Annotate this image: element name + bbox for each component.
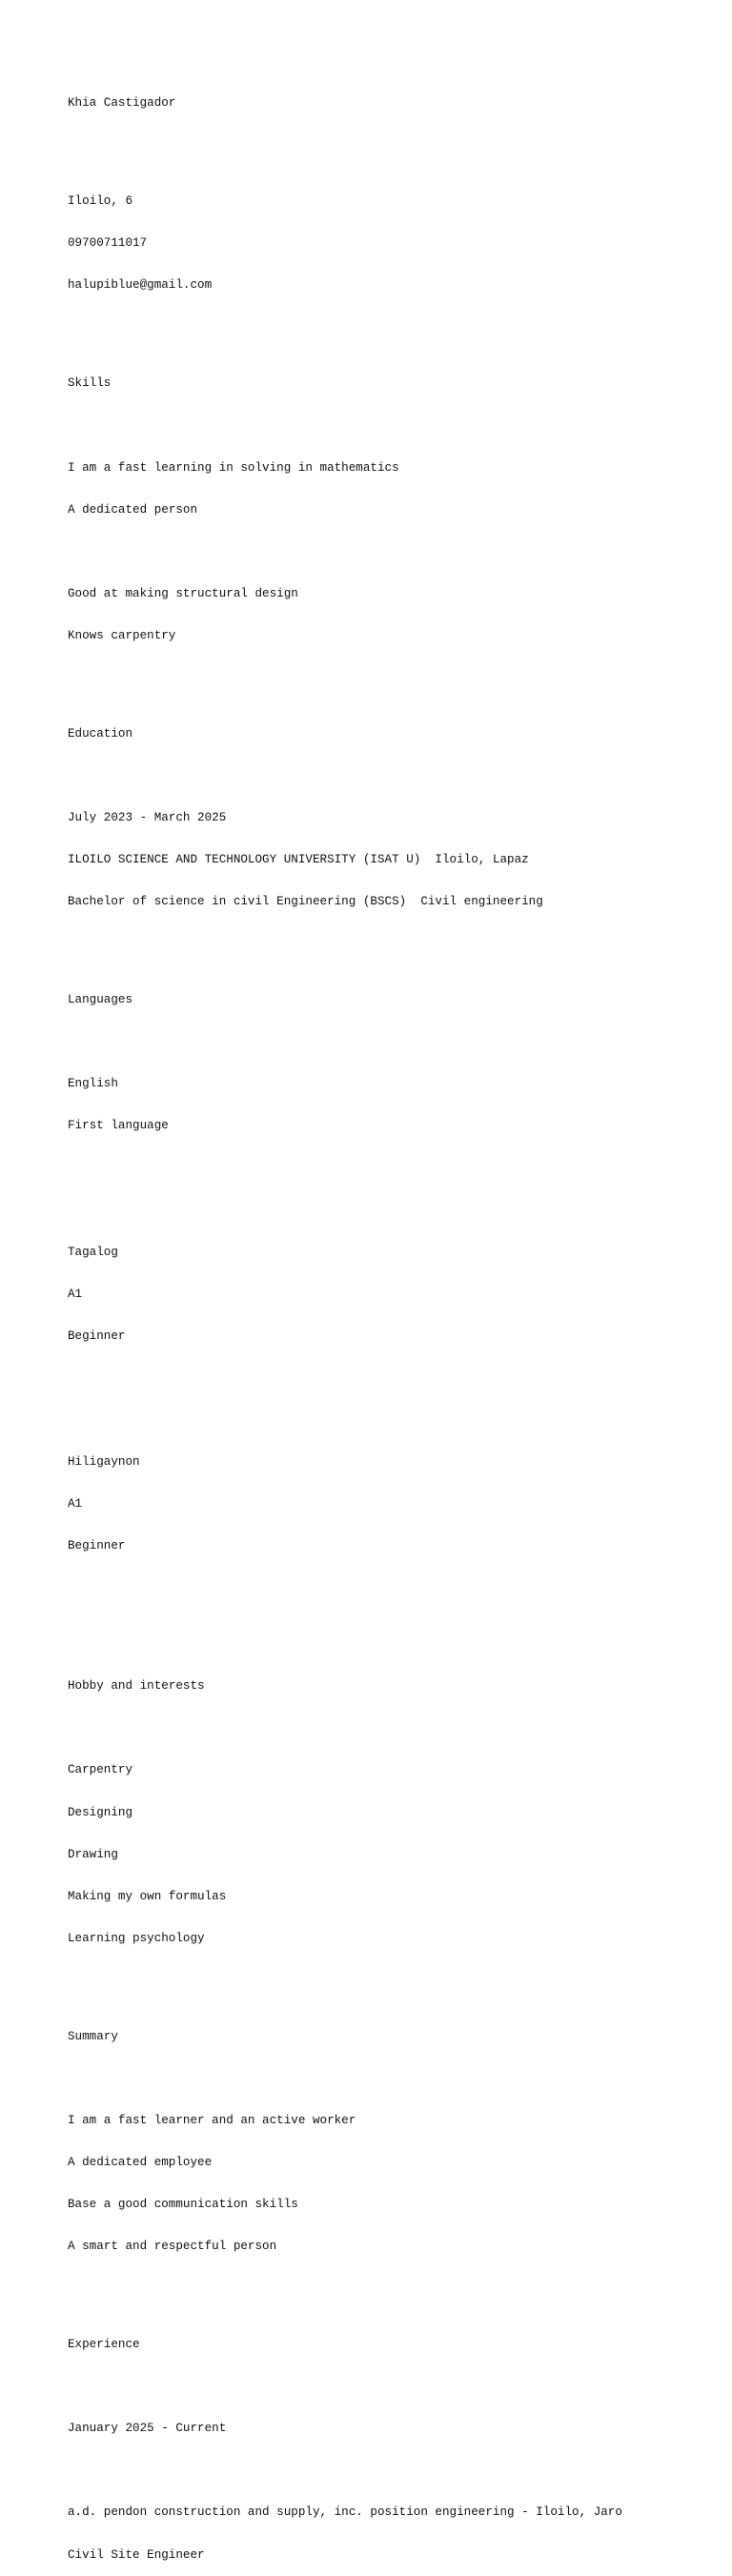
spacer bbox=[68, 1035, 716, 1049]
language-code: A1 bbox=[68, 1497, 83, 1511]
hobby-item: Designing bbox=[68, 1805, 133, 1819]
spacer bbox=[68, 1624, 716, 1638]
hobby-item: Learning psychology bbox=[68, 1931, 205, 1945]
education-degree: Bachelor of science in civil Engineering (BSCS) Civil engineering bbox=[68, 895, 543, 909]
spacer bbox=[68, 545, 716, 559]
languages-heading: Languages bbox=[68, 993, 133, 1007]
contact-address: Iloilo, 6 bbox=[68, 194, 133, 209]
skill-item: A dedicated person bbox=[68, 502, 198, 517]
spacer bbox=[68, 769, 716, 783]
language-level: First language bbox=[68, 1119, 169, 1133]
education-school: ILOILO SCIENCE AND TECHNOLOGY UNIVERSITY (ISAT U) Iloilo, Lapaz bbox=[68, 853, 529, 867]
spacer bbox=[68, 321, 716, 335]
skill-item: Good at making structural design bbox=[68, 586, 298, 600]
resume-name: Khia Castigador bbox=[68, 96, 176, 111]
spacer bbox=[68, 671, 716, 685]
spacer bbox=[68, 1581, 716, 1595]
hobby-item: Drawing bbox=[68, 1847, 118, 1861]
spacer bbox=[68, 1721, 716, 1735]
spacer bbox=[68, 139, 716, 153]
summary-item: I am a fast learner and an active worker bbox=[68, 2113, 356, 2127]
experience-title: Civil Site Engineer bbox=[68, 2547, 205, 2562]
spacer bbox=[68, 1413, 716, 1428]
experience-company: a.d. pendon construction and supply, inc. position engineering - Iloilo, Jaro bbox=[68, 2505, 622, 2520]
language-level: Beginner bbox=[68, 1539, 126, 1553]
language-name: English bbox=[68, 1077, 118, 1091]
spacer bbox=[68, 2380, 716, 2394]
spacer bbox=[68, 1974, 716, 1988]
resume-document bbox=[68, 69, 716, 2576]
hobby-item: Carpentry bbox=[68, 1763, 133, 1777]
language-name: Tagalog bbox=[68, 1245, 118, 1259]
spacer bbox=[68, 2072, 716, 2086]
spacer bbox=[68, 937, 716, 951]
language-level: Beginner bbox=[68, 1329, 126, 1343]
spacer bbox=[68, 2464, 716, 2478]
skill-item: I am a fast learning in solving in mathematics bbox=[68, 460, 399, 475]
language-code: A1 bbox=[68, 1287, 83, 1301]
experience-dates: January 2025 - Current bbox=[68, 2422, 227, 2436]
spacer bbox=[68, 1204, 716, 1218]
spacer bbox=[68, 1371, 716, 1386]
contact-email: halupiblue@gmail.com bbox=[68, 278, 213, 293]
summary-item: A dedicated employee bbox=[68, 2156, 213, 2170]
language-name: Hiligaynon bbox=[68, 1455, 140, 1470]
spacer bbox=[68, 418, 716, 433]
skill-item: Knows carpentry bbox=[68, 628, 176, 642]
hobbies-heading: Hobby and interests bbox=[68, 1679, 205, 1694]
hobby-item: Making my own formulas bbox=[68, 1889, 227, 1903]
summary-item: Base a good communication skills bbox=[68, 2198, 298, 2212]
spacer bbox=[68, 1161, 716, 1175]
summary-heading: Summary bbox=[68, 2029, 118, 2043]
experience-heading: Experience bbox=[68, 2338, 140, 2352]
skills-heading: Skills bbox=[68, 376, 112, 391]
contact-phone: 09700711017 bbox=[68, 236, 148, 251]
summary-item: A smart and respectful person bbox=[68, 2240, 277, 2254]
spacer bbox=[68, 2282, 716, 2296]
education-heading: Education bbox=[68, 726, 133, 740]
education-dates: July 2023 - March 2025 bbox=[68, 811, 227, 825]
